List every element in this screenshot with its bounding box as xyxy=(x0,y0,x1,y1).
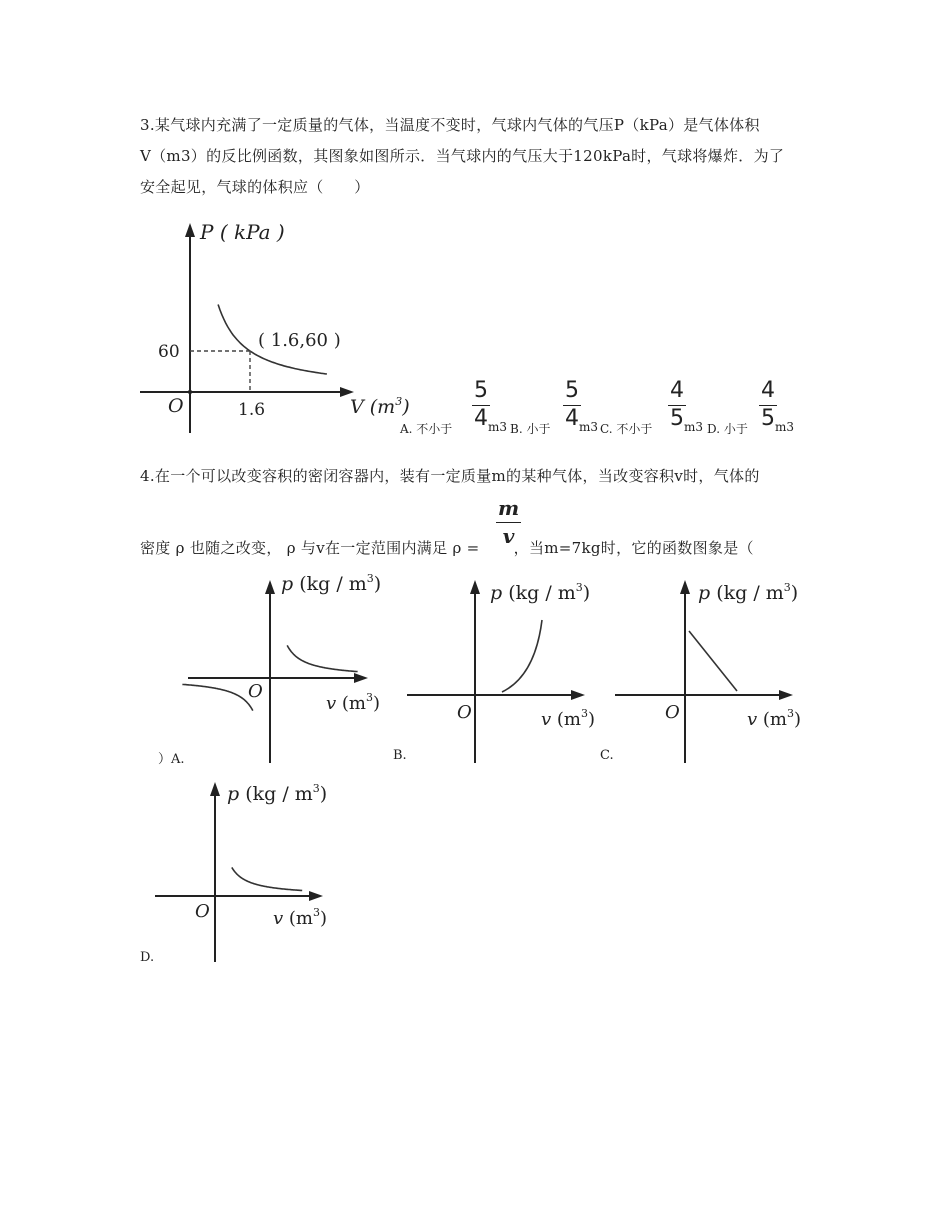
q4-a-x-arrow xyxy=(354,673,368,683)
q4-a-y-arrow xyxy=(265,580,275,594)
q3-option-a: A. 不小于 xyxy=(400,422,453,436)
q3-option-d: D. 小于 xyxy=(707,422,748,436)
q4-c-origin: O xyxy=(665,702,680,723)
q4-b-x-arrow xyxy=(571,690,585,700)
q4-d-curve xyxy=(232,867,302,890)
q3-option-a-fraction: $\frac{5}{4}$ xyxy=(474,378,488,431)
q4-text-line-1: 4.在一个可以改变容积的密闭容器内，装有一定质量m的某种气体，当改变容积v时，气体的 xyxy=(140,467,760,485)
q4-d-origin: O xyxy=(195,901,210,922)
q3-option-c-fraction: $\frac{4}{5}$ xyxy=(670,378,684,431)
q3-origin-label: O xyxy=(168,395,184,417)
q4-option-b-label: B. xyxy=(393,748,407,763)
q4-a-origin: O xyxy=(248,681,263,702)
q4-c-y-arrow xyxy=(680,580,690,594)
q3-text-line-3: 安全起见，气球的体积应（ ） xyxy=(140,178,370,196)
q4-b-origin: O xyxy=(457,702,472,723)
q4-a-x-label: v $(m^3)$ xyxy=(326,691,381,714)
q3-option-b-fraction: $\frac{5}{4}$ xyxy=(565,378,579,431)
q3-y-tick-60: 60 xyxy=(158,342,180,362)
q3-x-tick-1.6: 1.6 xyxy=(238,400,266,420)
q3-y-axis-label: P ( kPa ) xyxy=(200,220,285,244)
q4-a-curve-q3 xyxy=(182,684,252,710)
q4-graph-d xyxy=(155,770,355,965)
q4-c-x-arrow xyxy=(779,690,793,700)
q4-b-y-arrow xyxy=(470,580,480,594)
q4-d-y-label: p $(kg / m^3)$ xyxy=(227,782,328,805)
q4-graph-c xyxy=(615,568,825,763)
q3-y-axis-arrow xyxy=(185,223,195,237)
q4-text-line-2 xyxy=(140,537,754,558)
q4-c-line xyxy=(689,631,737,691)
q3-option-b-unit: m3 xyxy=(579,420,599,434)
q4-c-y-label: p $(kg / m^3)$ xyxy=(698,581,799,604)
q4-option-c-label: C. xyxy=(600,748,614,763)
q4-line-2-start: 密度 ρ 也随之改变， ρ 与v在一定范围内满足 ρ = xyxy=(140,539,480,557)
q4-graph-a xyxy=(188,568,403,763)
q4-d-x-label: v $(m^3)$ xyxy=(273,906,328,929)
q4-d-x-arrow xyxy=(309,891,323,901)
q4-density-fraction: $\frac{m}{v}$ xyxy=(498,496,520,548)
q3-option-d-fraction: $\frac{4}{5}$ xyxy=(761,378,775,431)
q3-x-axis-label: V $(m^3)$ xyxy=(350,395,410,418)
q3-option-c: C. 不小于 xyxy=(600,422,653,436)
q4-b-curve xyxy=(502,620,542,692)
q3-option-b: B. 小于 xyxy=(510,422,551,436)
q4-a-curve-q1 xyxy=(287,645,357,671)
q4-b-y-label: p $(kg / m^3)$ xyxy=(490,581,591,604)
q3-option-d-unit: m3 xyxy=(775,420,795,434)
q3-option-c-unit: m3 xyxy=(684,420,704,434)
q4-line-2-end: ，当m=7kg时，它的函数图象是（ xyxy=(513,539,754,557)
q4-b-x-label: v $(m^3)$ xyxy=(541,707,596,730)
q3-point-label: ( 1.6,60 ) xyxy=(258,330,341,351)
q4-d-y-arrow xyxy=(210,782,220,796)
q4-c-x-label: v $(m^3)$ xyxy=(747,707,802,730)
q3-option-a-unit: m3 xyxy=(488,420,508,434)
q3-text-line-2: V（m3）的反比例函数，其图象如图所示．当气球内的气压大于120kPa时，气球将爆炸．为了 xyxy=(140,147,785,165)
q4-graph-b xyxy=(407,568,617,763)
q4-a-y-label: p $(kg / m^3)$ xyxy=(281,572,382,595)
q3-text-line-1: 3.某气球内充满了一定质量的气体，当温度不变时，气球内气体的气压P（kPa）是气体体积 xyxy=(140,116,760,134)
q4-option-d-label: D. xyxy=(140,950,155,965)
q3-graph xyxy=(130,215,420,440)
q3-origin-dot xyxy=(188,390,192,394)
q4-close-paren-and-a: ）A. xyxy=(158,752,185,767)
